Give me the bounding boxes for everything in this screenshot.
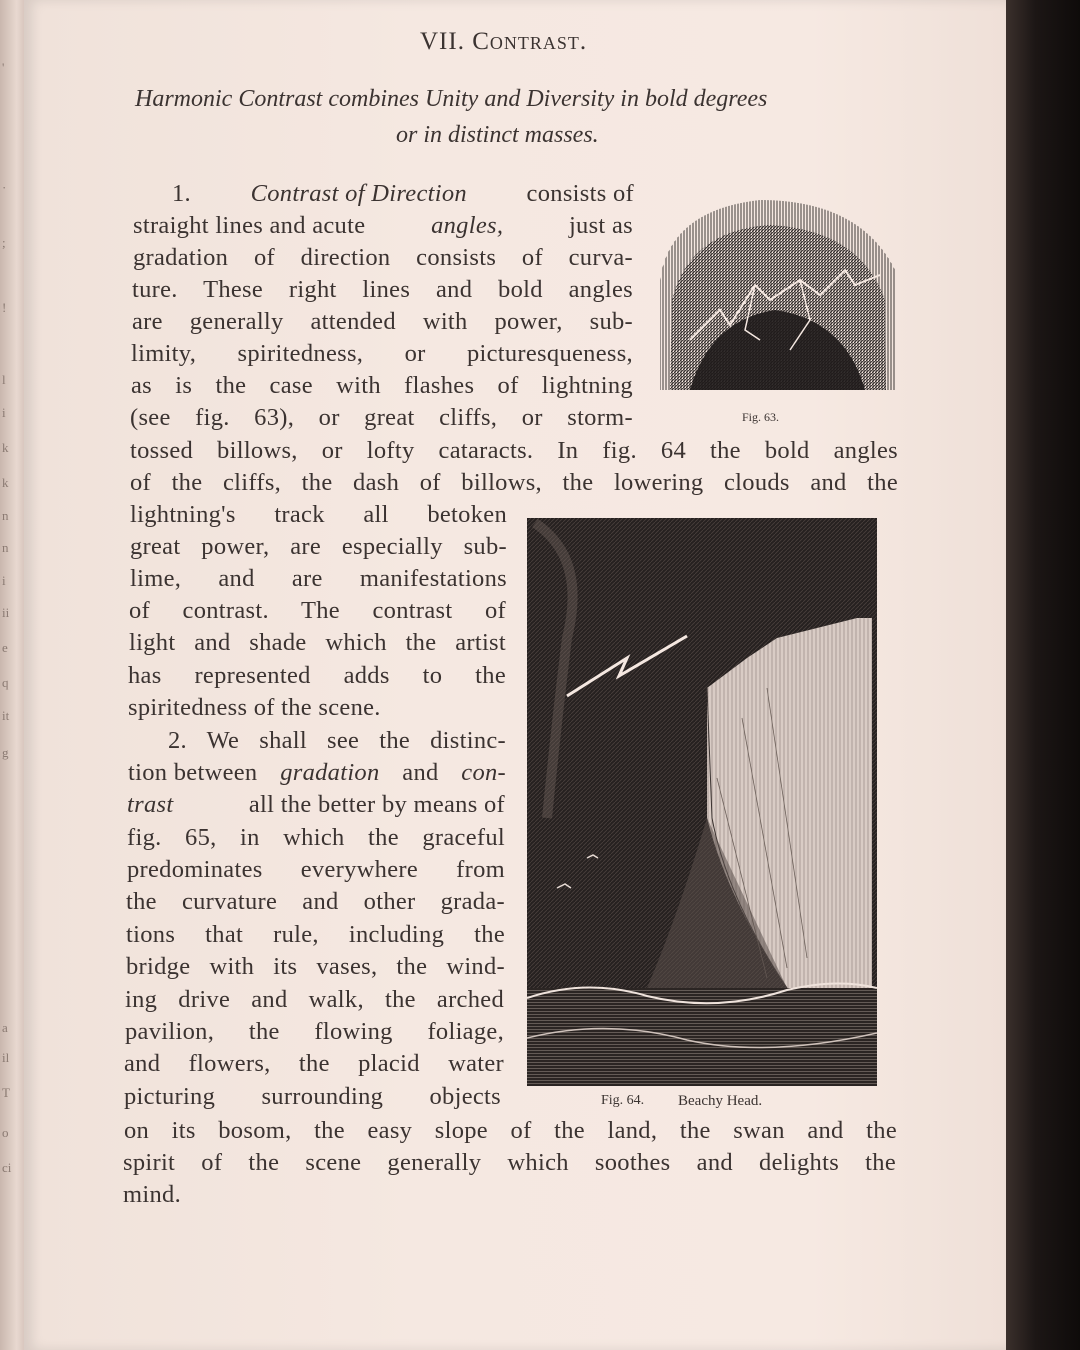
section-subtitle-line-1: Harmonic Contrast combines Unity and Diversity in bold degrees [135, 86, 768, 112]
para2-line-7: tions that rule, including the [126, 921, 505, 948]
para2-line-3 [127, 790, 505, 820]
para2-line-2 [128, 758, 506, 788]
para2-line-11: and flowers, the placid water [124, 1050, 504, 1077]
para1-line-3: gradation of direction consists of curva- [133, 244, 633, 271]
para1-line-6: limity, spiritedness, or picturesqueness, [131, 340, 633, 367]
para1-line-1-rest: consists of [526, 180, 634, 207]
para2-line-3-rest: all the better by means of [248, 791, 505, 818]
para1-line-15: light and shade which the artist [129, 629, 506, 656]
figure-64-caption-title: Beachy Head. [678, 1093, 763, 1109]
figure-63-lightning-engraving [650, 190, 900, 390]
book-cover-edge [1006, 0, 1080, 1350]
para1-line-10: of the cliffs, the dash of billows, the lowering clouds and the [130, 469, 898, 496]
para1-line-5: are generally attended with power, sub- [132, 308, 633, 335]
para2-line-15: mind. [123, 1181, 181, 1208]
figure-63-caption: Fig. 63. [742, 410, 780, 424]
para2-line-5: predominates everywhere from [127, 856, 505, 883]
para2-term-contrast-a: con- [461, 759, 506, 786]
para2-line-4: fig. 65, in which the graceful [127, 824, 505, 851]
para1-line-13: lime, and are manifestations [130, 565, 507, 592]
para1-line-2-a: straight lines and acute [133, 212, 366, 239]
para2-line-2-a: tion between [128, 759, 258, 786]
para1-line-11: lightning's track all betoken [130, 501, 507, 528]
para1-line-1 [172, 179, 634, 209]
section-subtitle-line-2: or in distinct masses. [396, 122, 599, 148]
para1-line-9: tossed billows, or lofty cataracts. In fig. 64 the bold angles [130, 437, 898, 464]
para1-number: 1. [172, 180, 191, 207]
figure-64-beachy-head-engraving [527, 518, 877, 1086]
para2-line-12: picturing surrounding objects [124, 1083, 501, 1110]
previous-page-marks: ' · ; ! l i k k n n i ii e q it g a il T o ci [2, 60, 12, 1175]
para1-line-8: (see fig. 63), or great cliffs, or storm- [130, 404, 633, 431]
para1-line-2-b: just as [568, 212, 633, 239]
para1-line-16: has represented adds to the [128, 662, 506, 689]
para2-line-13: on its bosom, the easy slope of the land, the swan and the [124, 1117, 897, 1144]
para1-term: Contrast of Direction [250, 180, 467, 207]
para2-line-2-b: and [402, 759, 439, 786]
para1-line-2-italic: angles, [431, 212, 504, 239]
para2-line-6: the curvature and other grada- [126, 888, 505, 915]
para2-line-14: spirit of the scene generally which soothes and delights the [123, 1149, 896, 1176]
para2-line-1: 2. We shall see the distinc- [168, 727, 506, 754]
para2-line-8: bridge with its vases, the wind- [126, 953, 505, 980]
para2-line-10: pavilion, the flowing foliage, [125, 1018, 504, 1045]
para1-line-12: great power, are especially sub- [130, 533, 507, 560]
para1-line-14: of contrast. The contrast of [129, 597, 506, 624]
para2-term-gradation: gradation [280, 759, 380, 786]
running-head: VII. Contrast. [420, 28, 588, 55]
para1-line-7: as is the case with flashes of lightning [131, 372, 633, 399]
para2-line-9: ing drive and walk, the arched [125, 986, 504, 1013]
para1-line-4: ture. These right lines and bold angles [132, 276, 633, 303]
para2-term-contrast-b: trast [127, 791, 174, 818]
figure-64-caption-number: Fig. 64. [601, 1093, 645, 1108]
para1-line-2 [133, 211, 633, 241]
para1-line-17: spiritedness of the scene. [128, 694, 381, 721]
